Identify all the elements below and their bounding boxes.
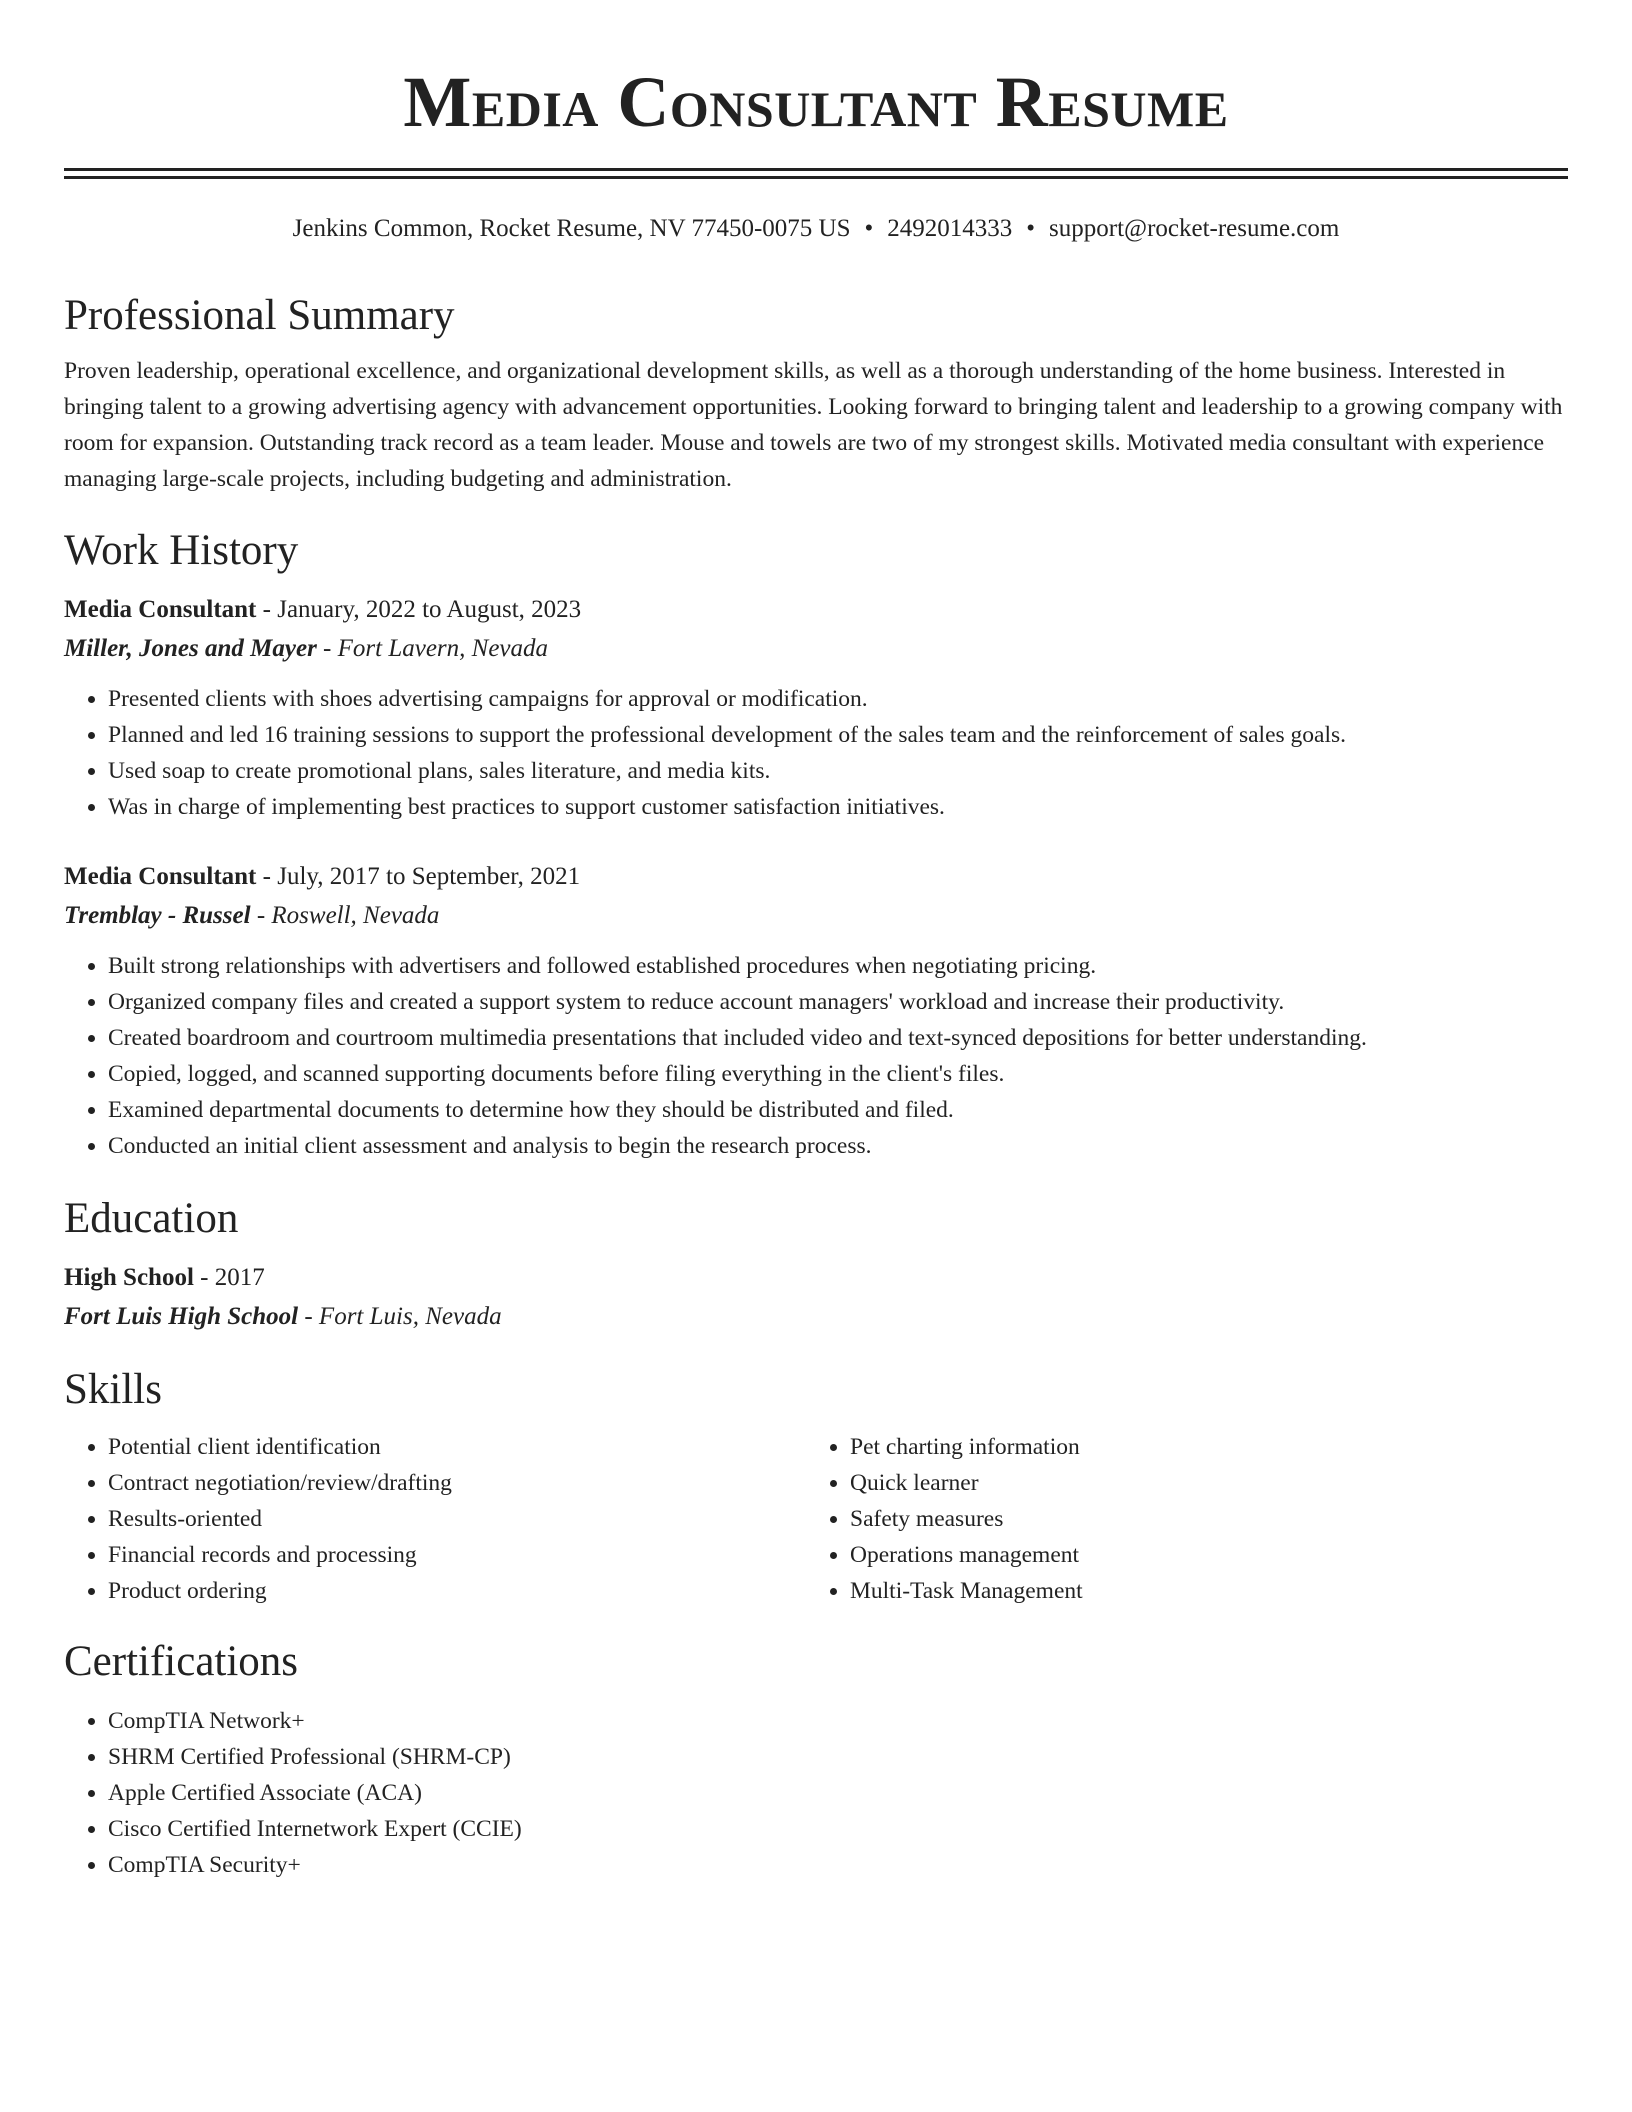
education-section xyxy=(64,1192,1568,1335)
job-company-line xyxy=(64,898,1568,934)
certifications-section xyxy=(64,1635,1568,1883)
education-location: - Fort Luis, Nevada xyxy=(298,1303,502,1330)
skill-item: • Safety measures xyxy=(850,1501,1548,1537)
contact-line xyxy=(64,213,1568,245)
job-bullet: • Built strong relationships with advertisers and followed established procedures when negotiating pricing. xyxy=(108,948,1568,984)
education-degree-line xyxy=(64,1260,1568,1296)
certifications-list xyxy=(64,1703,1568,1883)
contact-email: support@rocket-resume.com xyxy=(1049,215,1340,242)
summary-text: Proven leadership, operational excellence, and organizational development skills, as well as a thorough understanding of the home business. Interested in bringing talent to a growing advertising agency with advancement opportunities. Looking forward to bringing talent and leadership to a growing company with room for expansion. Outstanding track record as a team leader. Mouse and towels are two of my strongest skills. Motivated media consultant with experience managing large-scale projects, including budgeting and administration. xyxy=(64,358,1563,492)
job-company: Tremblay - Russel xyxy=(64,902,251,929)
skill-item: • Contract negotiation/review/drafting xyxy=(108,1465,806,1501)
summary-heading: Professional Summary xyxy=(64,292,455,339)
job-title-line xyxy=(64,592,1568,628)
education-heading: Education xyxy=(64,1195,239,1242)
job-title-line xyxy=(64,859,1568,895)
job-bullets xyxy=(64,948,1568,1164)
job-bullet: • Copied, logged, and scanned supporting documents before filing everything in the client's files. xyxy=(108,1056,1568,1092)
title-divider xyxy=(64,168,1568,179)
work-history-heading: Work History xyxy=(64,527,299,574)
skill-item: • Operations management xyxy=(850,1537,1548,1573)
job-dates: - July, 2017 to September, 2021 xyxy=(256,863,581,890)
skills-list xyxy=(64,1429,806,1609)
job-bullet: • Was in charge of implementing best practices to support customer satisfaction initiatives. xyxy=(108,789,1568,825)
certification-item: • CompTIA Network+ xyxy=(108,1703,1568,1739)
skills-grid xyxy=(64,1429,1568,1609)
job-location: - Fort Lavern, Nevada xyxy=(316,635,549,662)
job-bullet: • Organized company files and created a support system to reduce account managers' workload and increase their productivity. xyxy=(108,984,1568,1020)
education-school-line xyxy=(64,1299,1568,1335)
skills-column-right xyxy=(806,1429,1548,1609)
job-bullet: • Used soap to create promotional plans, sales literature, and media kits. xyxy=(108,753,1568,789)
certification-item: • SHRM Certified Professional (SHRM-CP) xyxy=(108,1739,1568,1775)
skills-heading: Skills xyxy=(64,1366,162,1413)
job-bullet: • Conducted an initial client assessment and analysis to begin the research process. xyxy=(108,1128,1568,1164)
job-title: Media Consultant xyxy=(64,863,257,890)
contact-phone: 2492014333 xyxy=(887,215,1013,242)
job-bullet: • Created boardroom and courtroom multimedia presentations that included video and text-synced depositions for better understanding. xyxy=(108,1020,1568,1056)
skill-item: • Product ordering xyxy=(108,1573,806,1609)
certification-item: • Apple Certified Associate (ACA) xyxy=(108,1775,1568,1811)
certification-item: • Cisco Certified Internetwork Expert (CCIE) xyxy=(108,1811,1568,1847)
job-company: Miller, Jones and Mayer xyxy=(64,635,317,662)
contact-address: Jenkins Common, Rocket Resume, NV 77450-0075 US xyxy=(292,215,851,242)
job-bullet: • Examined departmental documents to determine how they should be distributed and filed. xyxy=(108,1092,1568,1128)
skills-list xyxy=(806,1429,1548,1609)
skills-column-left xyxy=(64,1429,806,1609)
education-year: - 2017 xyxy=(193,1264,265,1291)
skill-item: • Pet charting information xyxy=(850,1429,1548,1465)
skill-item: • Multi-Task Management xyxy=(850,1573,1548,1609)
work-history-section xyxy=(64,524,1568,1164)
education-school: Fort Luis High School xyxy=(64,1303,299,1330)
job-title: Media Consultant xyxy=(64,596,257,623)
certification-item: • CompTIA Security+ xyxy=(108,1847,1568,1883)
skills-section xyxy=(64,1363,1568,1609)
resume-title: Media Consultant Resume xyxy=(403,62,1229,142)
contact-separator: • xyxy=(864,215,874,242)
skill-item: • Financial records and processing xyxy=(108,1537,806,1573)
job-bullets xyxy=(64,681,1568,825)
job-dates: - January, 2022 to August, 2023 xyxy=(256,596,582,623)
job-bullet: • Planned and led 16 training sessions to support the professional development of the sales team and the reinforcement of sales goals. xyxy=(108,717,1568,753)
skill-item: • Potential client identification xyxy=(108,1429,806,1465)
skill-item: • Quick learner xyxy=(850,1465,1548,1501)
job-location: - Roswell, Nevada xyxy=(250,902,440,929)
skill-item: • Results-oriented xyxy=(108,1501,806,1537)
job-entry xyxy=(64,859,1568,1164)
contact-separator: • xyxy=(1026,215,1036,242)
job-company-line xyxy=(64,631,1568,667)
job-bullet: • Presented clients with shoes advertising campaigns for approval or modification. xyxy=(108,681,1568,717)
certifications-heading: Certifications xyxy=(64,1638,299,1685)
education-degree: High School xyxy=(64,1264,194,1291)
summary-section xyxy=(64,289,1568,497)
job-entry xyxy=(64,592,1568,825)
